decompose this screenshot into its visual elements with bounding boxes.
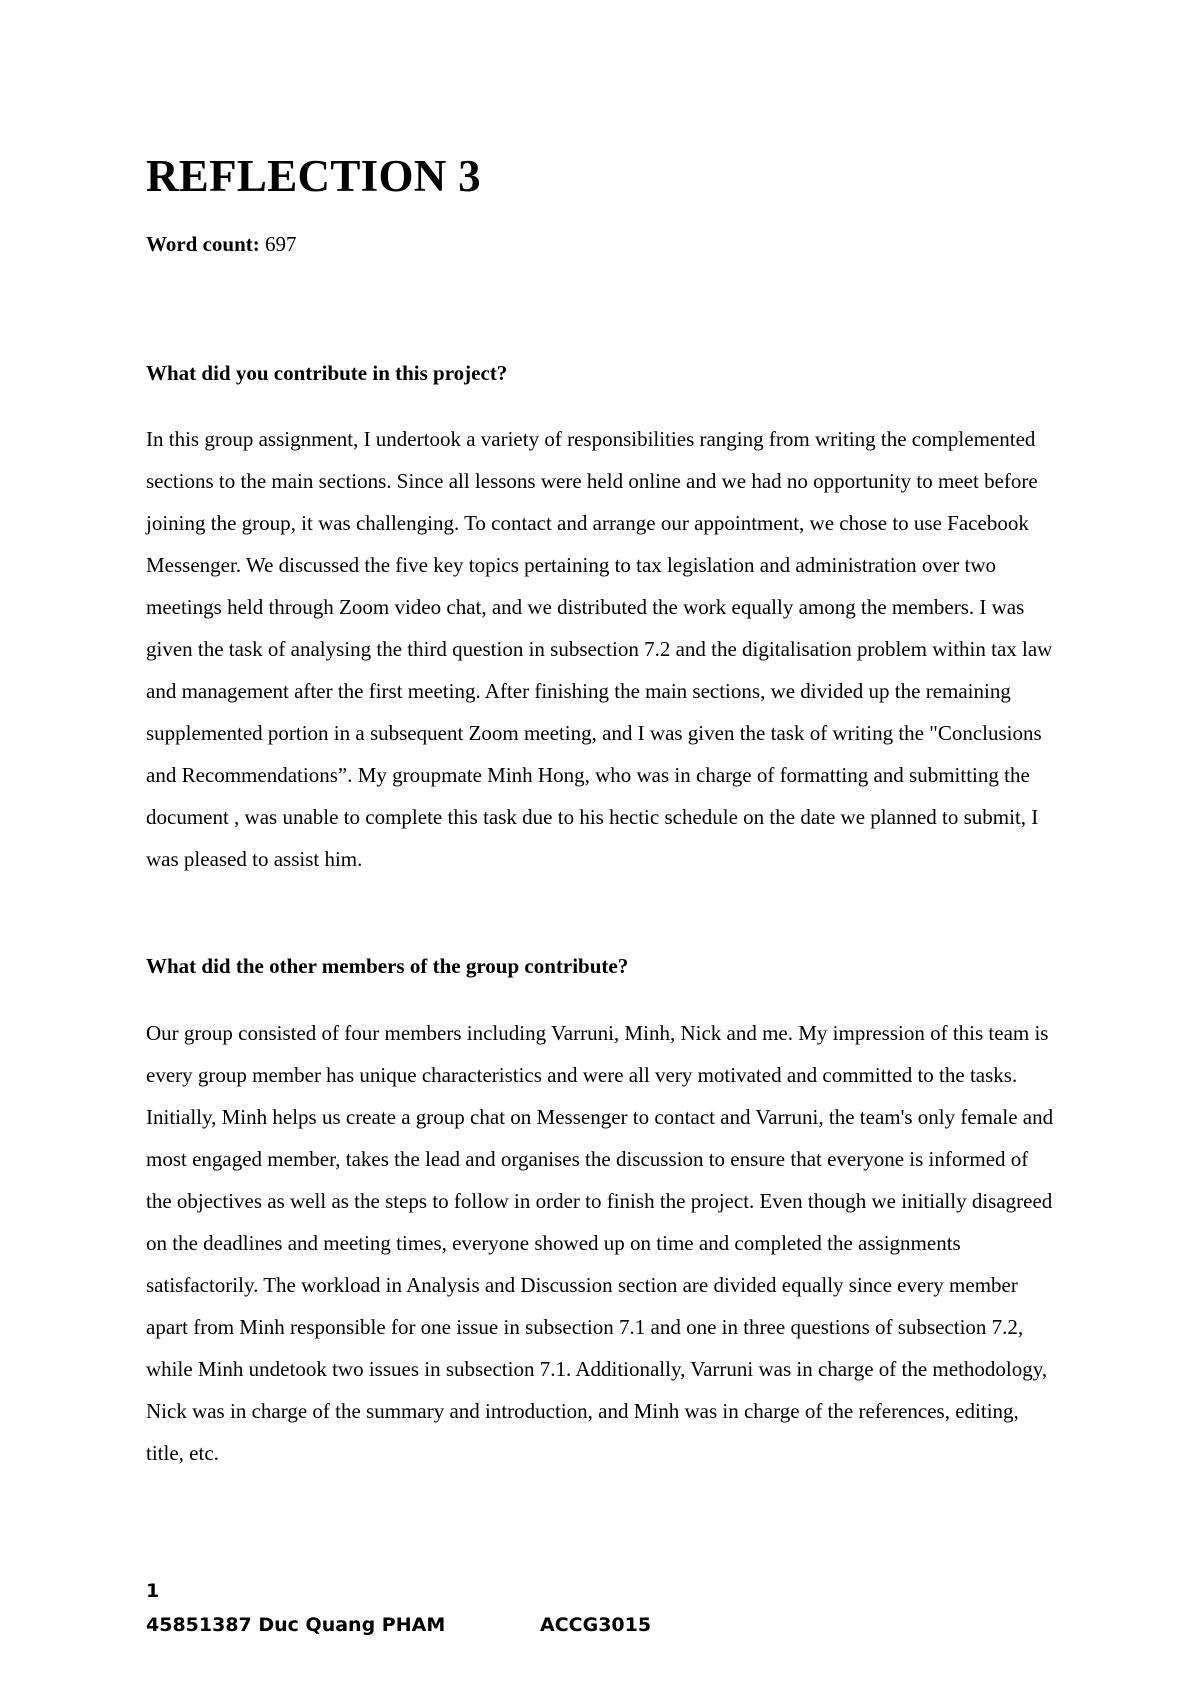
section2-paragraph: Our group consisted of four members including Varruni, Minh, Nick and me. My impression of this team is every group member has unique characteristics and were all very motivated and committed to the tasks. Initially, Minh helps us create a group chat on Messenger to contact and Varruni, the team's only female and most engaged member, takes the lead and organises the discussion to ensure that everyone is informed of the objectives as well as the steps to follow in order to finish the project. Even though we initially disagreed on the deadlines and meeting times, everyone showed up on time and completed the assignments satisfactorily. The workload in Analysis and Discussion section are divided equally since every member apart from Minh responsible for one issue in subsection 7.1 and one in three questions of subsection 7.2, while Minh undetook two issues in subsection 7.1. Additionally, Varruni was in charge of the methodology, Nick was in charge of the summary and introduction, and Minh was in charge of the references, editing, title, etc.	[146, 1021, 1054, 1465]
footer-unit-code: ACCG3015	[540, 1614, 652, 1636]
page-number: 1	[146, 1580, 160, 1602]
section1-paragraph: In this group assignment, I undertook a variety of responsibilities ranging from writing the complemented sections to the main sections. Since all lessons were held online and we had no opportunity to meet before joining the group, it was challenging. To contact and arrange our appointment, we chose to use Facebook Messenger. We discussed the five key topics pertaining to tax legislation and administration over two meetings held through Zoom video chat, and we distributed the work equally among the members. I was given the task of analysing the third question in subsection 7.2 and the digitalisation problem within tax law and management after the first meeting. After finishing the main sections, we divided up the remaining supplemented portion in a subsequent Zoom meeting, and I was given the task of writing the "Conclusions and Recommendations”. My groupmate Minh Hong, who was in charge of formatting and submitting the document , was unable to complete this task due to his hectic schedule on the date we planned to submit, I was pleased to assist him.	[146, 427, 1053, 871]
page-title: REFLECTION 3	[146, 151, 481, 201]
footer-student: 45851387 Duc Quang PHAM	[146, 1614, 446, 1636]
word-count-label: Word count:	[146, 232, 260, 256]
section2-heading: What did the other members of the group contribute?	[146, 954, 629, 978]
word-count	[146, 228, 297, 260]
section1-heading: What did you contribute in this project?	[146, 361, 508, 385]
word-count-value: 697	[265, 232, 297, 256]
